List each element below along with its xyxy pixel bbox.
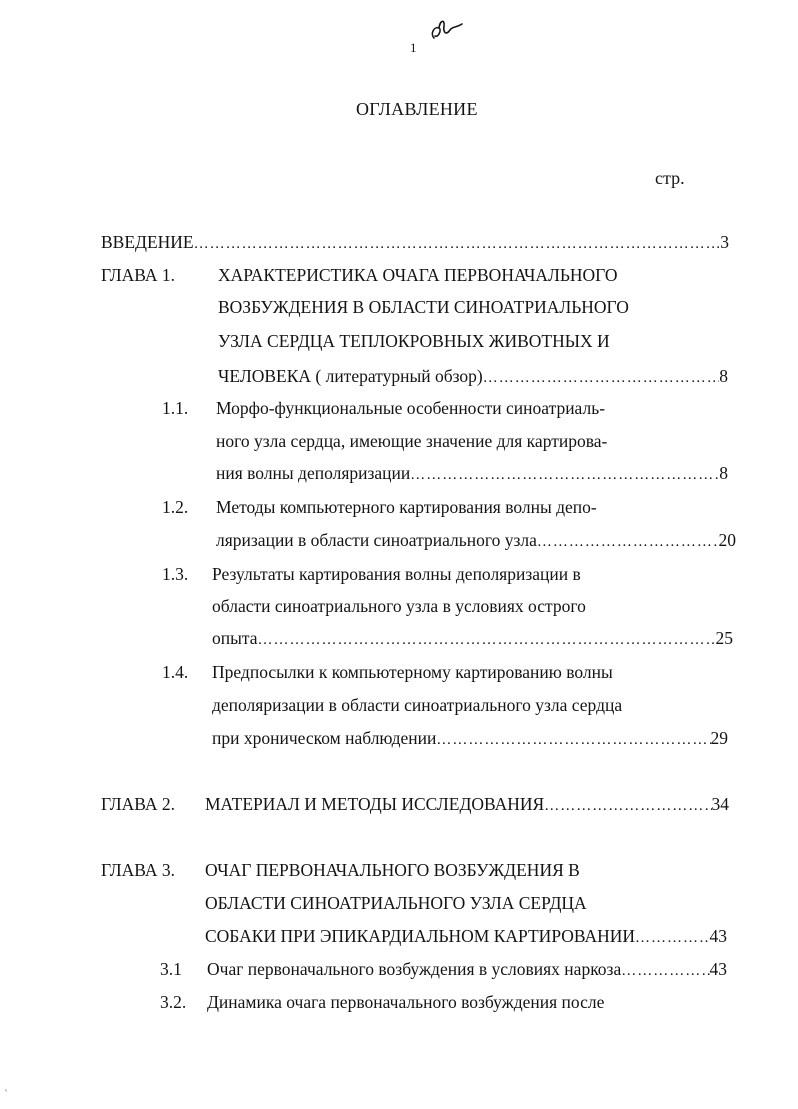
- section-title-line: Методы компьютерного картирования волны депо-: [216, 497, 597, 517]
- dot-leader: [635, 930, 709, 947]
- toc-entry-section-3-1: [207, 959, 727, 980]
- toc-entry-text: ния волны деполяризации: [216, 463, 411, 483]
- section-number: 3.2.: [160, 992, 187, 1012]
- toc-page-number: 3: [720, 232, 729, 252]
- section-title-line: Морфо-функциональные особенности синоатриаль-: [216, 398, 606, 418]
- toc-entry-text: МАТЕРИАЛ И МЕТОДЫ ИССЛЕДОВАНИЯ: [205, 794, 545, 814]
- dot-leader: [544, 798, 711, 815]
- chapter-title-line: УЗЛА СЕРДЦА ТЕПЛОКРОВНЫХ ЖИВОТНЫХ И: [218, 331, 610, 351]
- chapter-number: ГЛАВА 1.: [101, 265, 176, 285]
- section-number: 1.3.: [162, 564, 189, 584]
- section-title-line: ного узла сердца, имеющие значение для картирова-: [216, 431, 608, 451]
- section-title-line: Результаты картирования волны деполяризации в: [212, 564, 581, 584]
- chapter-number: ГЛАВА 2.: [101, 794, 176, 814]
- section-title-line: области синоатриального узла в условиях острого: [212, 596, 586, 616]
- margin-mark: ՝: [4, 1090, 8, 1101]
- page-number: 1: [410, 40, 417, 55]
- toc-entry-text: ляризации в области синоатриального узла: [216, 530, 537, 550]
- toc-page-number: 20: [718, 530, 736, 550]
- toc-entry-text: опыта: [212, 628, 258, 648]
- dot-leader: [537, 534, 719, 551]
- toc-entry-section-1-3: [212, 628, 733, 649]
- toc-page-number: 43: [709, 926, 727, 946]
- toc-page-number: 43: [709, 959, 727, 979]
- toc-entry-chapter-3: [205, 926, 727, 947]
- toc-entry-section-1-4: [212, 728, 728, 749]
- toc-entry-chapter-2: [205, 794, 729, 815]
- dot-leader: [483, 370, 720, 387]
- section-title-line: Предпосылки к компьютерному картированию волны: [212, 662, 613, 682]
- chapter-number: ГЛАВА 3.: [101, 860, 176, 880]
- chapter-title-line: ВОЗБУЖДЕНИЯ В ОБЛАСТИ СИНОАТРИАЛЬНОГО: [218, 297, 629, 317]
- dot-leader: [621, 963, 709, 980]
- toc-entry-intro: [101, 232, 729, 253]
- section-number: 3.1: [160, 959, 182, 979]
- chapter-title-line: ХАРАКТЕРИСТИКА ОЧАГА ПЕРВОНАЧАЛЬНОГО: [218, 265, 618, 285]
- section-number: 1.2.: [162, 497, 189, 517]
- section-title-line: Динамика очага первоначального возбуждения после: [207, 992, 605, 1012]
- handwritten-signature: [428, 18, 468, 49]
- page-title: ОГЛАВЛЕНИЕ: [356, 99, 478, 119]
- dot-leader: [410, 467, 719, 484]
- toc-entry-text: СОБАКИ ПРИ ЭПИКАРДИАЛЬНОМ КАРТИРОВАНИИ: [205, 926, 636, 946]
- toc-page-number: 25: [715, 628, 733, 648]
- toc-entry-text: Очаг первоначального возбуждения в условиях наркоза: [207, 959, 622, 979]
- chapter-title-line: ОЧАГ ПЕРВОНАЧАЛЬНОГО ВОЗБУЖДЕНИЯ В: [205, 860, 580, 880]
- chapter-title-line: ОБЛАСТИ СИНОАТРИАЛЬНОГО УЗЛА СЕРДЦА: [205, 893, 587, 913]
- toc-entry-text: ВВЕДЕНИЕ: [101, 232, 194, 252]
- toc-entry-chapter-1: [218, 366, 728, 387]
- toc-entry-text: ЧЕЛОВЕКА ( литературный обзор): [218, 366, 483, 386]
- toc-page-number: 29: [710, 728, 728, 748]
- section-number: 1.4.: [162, 662, 189, 682]
- toc-page-number: 8: [719, 463, 728, 483]
- toc-page-number: 8: [719, 366, 728, 386]
- dot-leader: [258, 632, 716, 649]
- dot-leader: [194, 236, 721, 253]
- section-title-line: деполяризации в области синоатриального узла сердца: [212, 695, 623, 715]
- section-number: 1.1.: [162, 398, 189, 418]
- page-column-label: стр.: [655, 168, 685, 188]
- toc-entry-text: при хроническом наблюдении: [212, 728, 437, 748]
- toc-entry-section-1-1: [216, 463, 728, 484]
- dot-leader: [436, 732, 710, 749]
- toc-page-number: 34: [711, 794, 729, 814]
- toc-entry-section-1-2: [216, 530, 736, 551]
